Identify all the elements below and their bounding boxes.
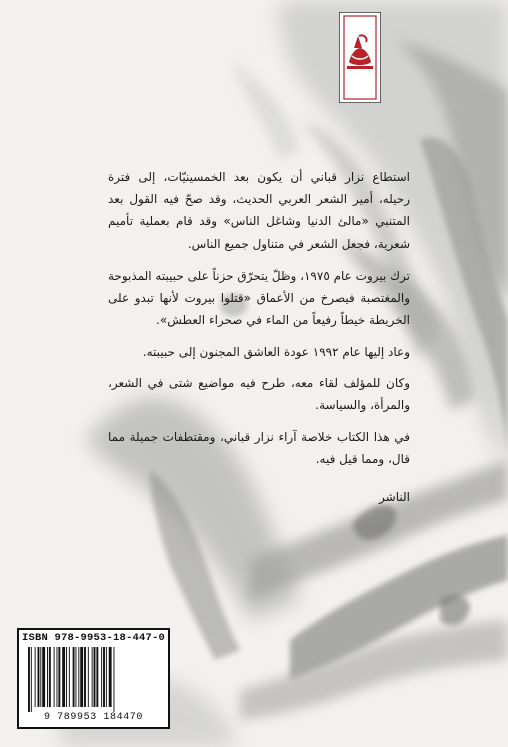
paragraph-beirut: ترك بيروت عام ١٩٧٥، وظلّ يتحرّق حزناً على حبيبته المذبوحة والمغتصبة فيصرخ من الأعماق «قتلوا بيروت لأنها تبدو على الخريطة خيطاً رفيعاً من الماء في صحراء العطش». bbox=[108, 268, 410, 328]
publisher-logo bbox=[339, 12, 381, 103]
paragraph-intro: استطاع نزار قباني أن يكون بعد الخمسينيّات، إلى فترة رحيله، أمير الشعر العربي الحديث، وقد صحّ فيه القول بعد المتنبي «مالئ الدنيا وشاغل الناس» وقد قام بعملية تأميم شعرية، فجعل الشعر في متناول جميع الناس. bbox=[108, 170, 410, 251]
paragraph-interview: وكان للمؤلف لقاء معه، طرح فيه مواضيع شتى في الشعر، والمرأة، والسياسة. bbox=[108, 375, 410, 412]
isbn-barcode bbox=[17, 628, 170, 729]
paragraph-return: وعاد إليها عام ١٩٩٢ عودة العاشق المجنون إلى حبيبته. bbox=[142, 345, 410, 360]
isbn-number: ISBN 978-9953-18-447-0 bbox=[21, 632, 166, 644]
publisher-signature: الناشر bbox=[379, 490, 410, 505]
barcode-digits: 9 789953 184470 bbox=[43, 712, 143, 723]
barcode-bars bbox=[27, 647, 162, 712]
paragraph-summary: في هذا الكتاب خلاصة آراء نزار قباني، ومقتطفات جميلة مما قال، ومما قيل فيه. bbox=[108, 430, 410, 467]
back-cover-description bbox=[108, 166, 410, 509]
